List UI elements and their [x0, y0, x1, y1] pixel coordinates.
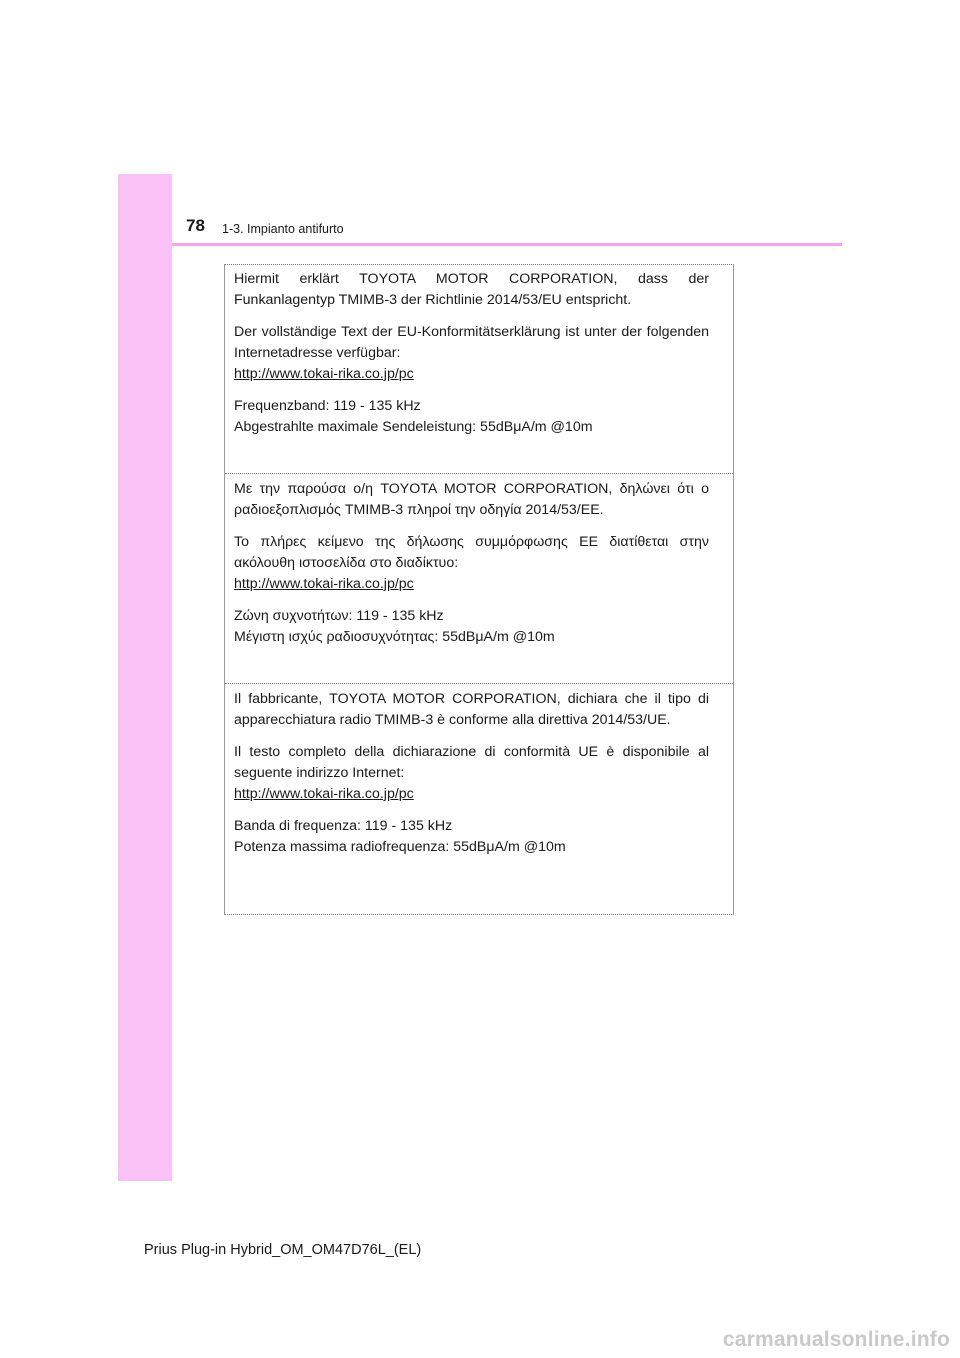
- notice-section-german: [225, 265, 733, 473]
- fulltext-intro: Il testo completo della dichiarazione di conformità UE è disponibile al seguente indirizzo Internet:: [234, 744, 709, 781]
- notice-section-italian: [225, 683, 733, 916]
- declaration-text: Il fabbricante, TOYOTA MOTOR CORPORATION, dichiara che il tipo di apparecchiatura radio TMIMB-3 è conforme alla direttiva 2014/53/UE.: [234, 691, 709, 728]
- conformity-notice-box: [224, 264, 734, 915]
- notice-section-greek: [225, 473, 733, 683]
- max-power: Abgestrahlte maximale Sendeleistung: 55dBμA/m @10m: [234, 419, 593, 435]
- max-power: Potenza massima radiofrequenza: 55dBμA/m @10m: [234, 839, 566, 855]
- header-rule: [172, 243, 842, 246]
- frequency-band: Banda di frequenza: 119 - 135 kHz: [234, 818, 453, 834]
- document-id: Prius Plug-in Hybrid_OM_OM47D76L_(EL): [144, 1242, 422, 1258]
- declaration-link[interactable]: http://www.tokai-rika.co.jp/pc: [234, 786, 414, 802]
- fulltext-intro: Το πλήρες κείμενο της δήλωσης συμμόρφωσης ΕΕ διατίθεται στην ακόλουθη ιστοσελίδα στο διαδίκτυο:: [234, 534, 709, 571]
- chapter-side-band: [118, 174, 172, 1181]
- declaration-text: Με την παρούσα ο/η TOYOTA MOTOR CORPORATION, δηλώνει ότι ο ραδιοεξοπλισμός TMIMB-3 πληροί την οδηγία 2014/53/ΕΕ.: [234, 481, 709, 518]
- watermark: carmanualsonline.info: [722, 1328, 950, 1351]
- section-title: 1-3. Impianto antifurto: [222, 222, 344, 236]
- frequency-band: Frequenzband: 119 - 135 kHz: [234, 398, 421, 414]
- declaration-link[interactable]: http://www.tokai-rika.co.jp/pc: [234, 366, 414, 382]
- max-power: Μέγιστη ισχύς ραδιοσυχνότητας: 55dBμA/m @10m: [234, 629, 555, 645]
- fulltext-intro: Der vollständige Text der EU-Konformitätserklärung ist unter der folgenden Internetadresse verfügbar:: [234, 324, 709, 361]
- page-number: 78: [186, 216, 205, 235]
- frequency-band: Ζώνη συχνοτήτων: 119 - 135 kHz: [234, 608, 444, 624]
- declaration-link[interactable]: http://www.tokai-rika.co.jp/pc: [234, 576, 414, 592]
- declaration-text: Hiermit erklärt TOYOTA MOTOR CORPORATION, dass der Funkanlagentyp TMIMB-3 der Richtlinie 2014/53/EU entspricht.: [234, 271, 709, 308]
